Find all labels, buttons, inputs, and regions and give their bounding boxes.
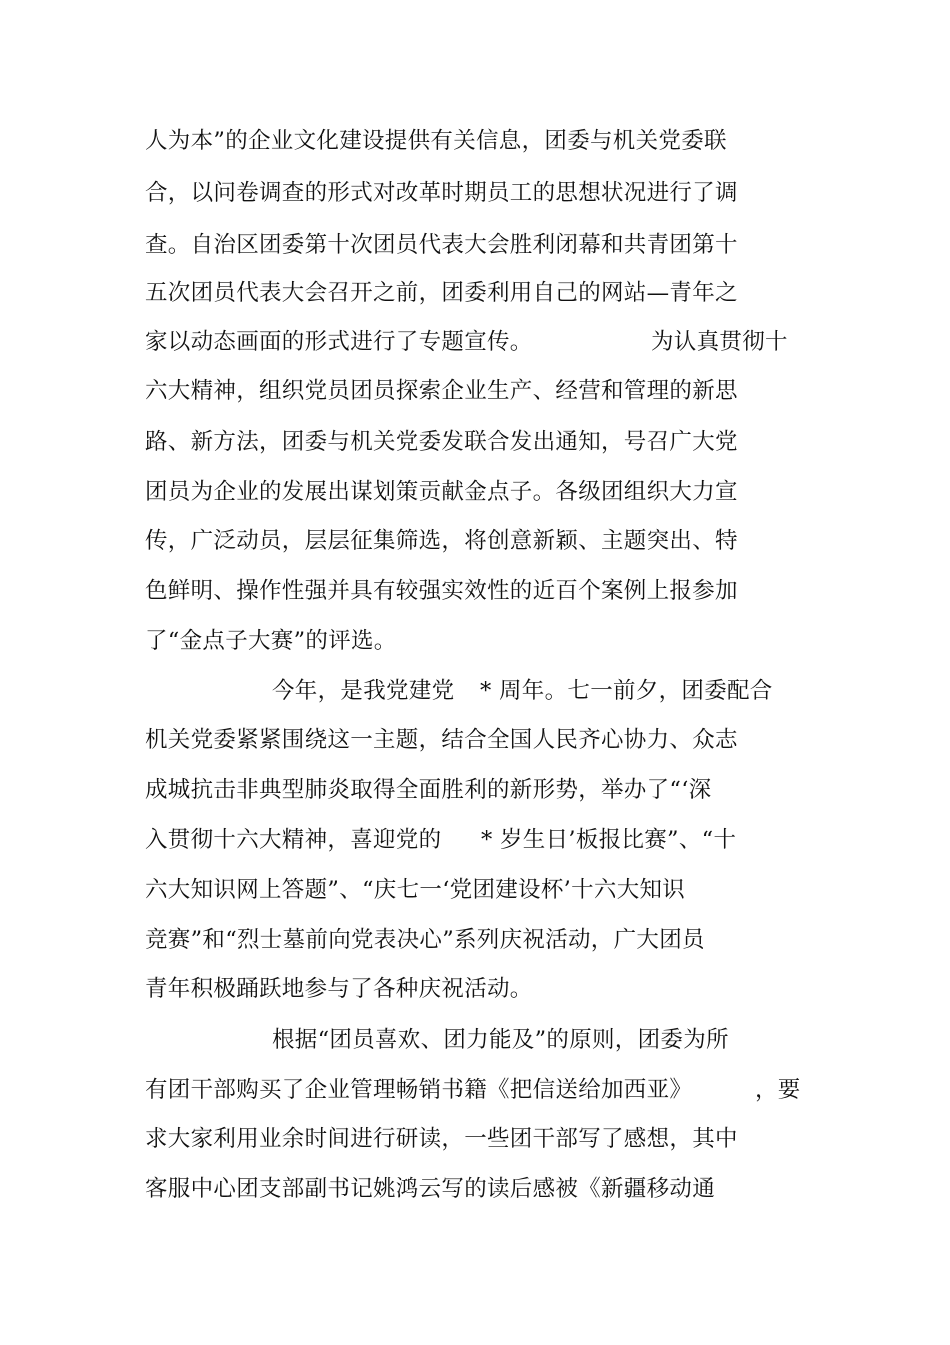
line-text-continued: 为认真贯彻十 xyxy=(651,329,788,355)
text-line xyxy=(145,526,738,556)
text-line xyxy=(145,1124,738,1154)
text-line xyxy=(145,1174,715,1204)
text-line xyxy=(145,925,705,955)
text-line xyxy=(145,626,397,656)
line-text: 传，广泛动员，层层征集筛选，将创意新颖、主题突出、特 xyxy=(145,528,738,554)
text-line xyxy=(145,725,738,755)
line-text: 青年积极踊跃地参与了各种庆祝活动。 xyxy=(145,976,533,1002)
line-text: 入贯彻十六大精神，喜迎党的 xyxy=(145,827,442,853)
text-line xyxy=(145,278,738,308)
text-line xyxy=(145,230,738,260)
text-line xyxy=(145,427,738,457)
line-text: 客服中心团支部副书记姚鸿云写的读后感被《新疆移动通 xyxy=(145,1176,716,1202)
line-text: 六大知识网上答题”、“庆七一‘党团建设杯’十六大知识 xyxy=(145,877,686,903)
text-line xyxy=(272,676,773,706)
text-line xyxy=(145,477,738,507)
line-text: 求大家利用业余时间进行研读，一些团干部写了感想，其中 xyxy=(145,1126,738,1152)
line-text: 有团干部购买了企业管理畅销书籍《把信送给加西亚》 xyxy=(145,1077,693,1103)
line-text: 家以动态画面的形式进行了专题宣传。 xyxy=(145,329,533,355)
text-line xyxy=(145,825,737,855)
text-line xyxy=(145,327,788,357)
line-text: 成城抗击非典型肺炎取得全面胜利的新形势，举办了“‘深 xyxy=(145,777,712,803)
line-text: 竞赛”和“烈士墓前向党表决心”系列庆祝活动，广大团员 xyxy=(145,927,705,953)
line-text: 了“金点子大赛”的评选。 xyxy=(145,628,397,654)
line-text: 今年，是我党建党 xyxy=(272,678,455,704)
text-line xyxy=(145,875,685,905)
line-text-continued: ，要 xyxy=(755,1077,801,1103)
text-line xyxy=(145,126,727,156)
line-text: 路、新方法，团委与机关党委发联合发出通知，号召广大党 xyxy=(145,429,738,455)
text-line xyxy=(145,576,738,606)
line-text: 色鲜明、操作性强并具有较强实效性的近百个案例上报参加 xyxy=(145,578,738,604)
text-line xyxy=(145,974,533,1004)
line-text: 查。自治区团委第十次团员代表大会胜利闭幕和共青团第十 xyxy=(145,232,738,258)
line-text: 根据“团员喜欢、团力能及”的原则，团委为所 xyxy=(272,1027,729,1053)
line-text: 机关党委紧紧围绕这一主题，结合全国人民齐心协力、众志 xyxy=(145,727,738,753)
line-text: 团员为企业的发展出谋划策贡献金点子。各级团组织大力宣 xyxy=(145,479,738,505)
line-text: 人为本”的企业文化建设提供有关信息，团委与机关党委联 xyxy=(145,128,727,154)
line-text: 合，以问卷调查的形式对改革时期员工的思想状况进行了调 xyxy=(145,180,738,206)
text-line xyxy=(145,178,738,208)
line-text-continued: * 岁生日’板报比赛”、“十 xyxy=(481,827,737,853)
text-line xyxy=(145,775,711,805)
line-text-continued: * 周年。七一前夕，团委配合 xyxy=(480,678,773,704)
text-line xyxy=(145,376,738,406)
text-line xyxy=(272,1025,729,1055)
text-line xyxy=(145,1075,801,1105)
line-text: 五次团员代表大会召开之前，团委利用自己的网站—青年之 xyxy=(145,280,738,306)
line-text: 六大精神，组织党员团员探索企业生产、经营和管理的新思 xyxy=(145,378,738,404)
